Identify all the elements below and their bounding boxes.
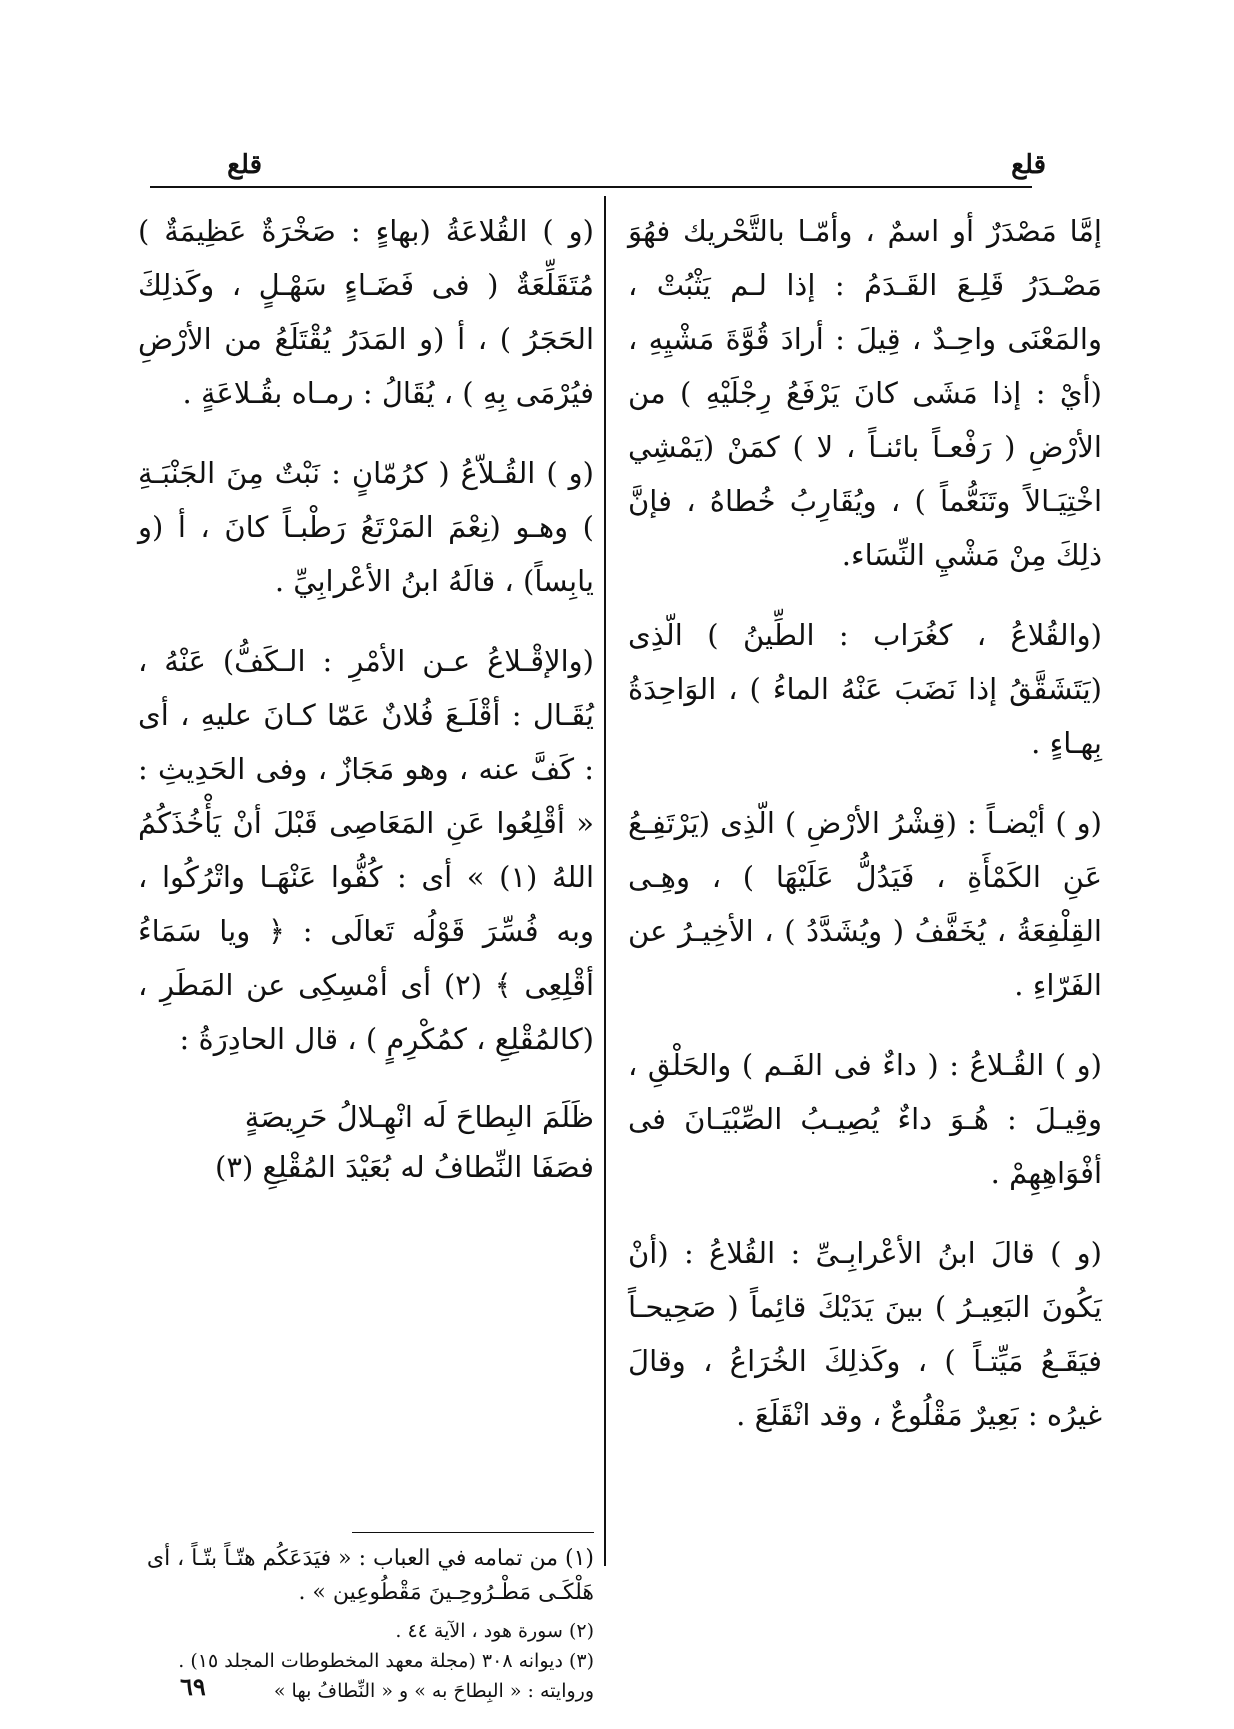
header-rule <box>150 186 1032 188</box>
paragraph: (و ) القُـلاّعُ ( كرُمّانٍ : نَبْتٌ مِنَ الجَنْبَـةِ ) وهـو (نِعْمَ المَرْتَعُ رَطْبـاً كانَ ، أ (و يابِساً) ، قالَهُ ابنُ الأعْرابِيِّ . <box>138 456 594 598</box>
page-number: ٦٩ <box>180 1672 206 1701</box>
footnote-rule <box>352 1532 594 1533</box>
paragraph: (والقُلاعُ ، كغُرَاب : الطِّينُ ) الّذِى (يَتَشَقَّقُ إذا نَضَبَ عَنْهُ الماءُ ) ، الوَاحِدَةُ بِهـاءٍ . <box>628 618 1102 760</box>
paragraph: إمَّا مَصْدَرٌ أو اسمٌ ، وأمّـا بالتَّحْريك فهُوَ مَصْـدَرُ قَلِـعَ القَـدَمُ : إذا لـم يَثْبُتْ ، والمَعْنَى واحِـدٌ ، قِيلَ : أرادَ قُوَّةَ مَشْيِهِ ، (أيْ : إذا مَشَى كانَ يَرْفَعُ رِجْلَيْهِ ) من الأرْضِ ( رَفْعـاً بائنـاً ، لا ) كمَنْ (يَمْشِي اخْتِيَـالاً وتَنَعُّماً ) ، ويُقَارِبُ خُطاهُ ، فإنَّ ذلِكَ مِنْ مَشْيِ النِّسَاء. <box>628 214 1102 572</box>
paragraph: (والإقْـلاعُ عـن الأمْرِ : الـكَفُّ) عَنْهُ ، يُقَـال : أقْلَـعَ فُلانٌ عَمّا كـانَ عليهِ ، أى : كَفَّ عنه ، وهو مَجَازٌ ، وفى الحَدِيثِ : « أقْلِعُوا عَنِ المَعَاصِى قَبْلَ أنْ يَأْخُذَكُمُ اللهُ (١) » أى : كُفُّوا عَنْهَـا واتْرُكُوا ، وبه فُسِّرَ قَوْلُه تَعالَى : ﴿ ويا سَمَاءُ أقْلِعِى ﴾ (٢) أى أمْسِكِى عن المَطَرِ ، (كالمُقْلِعِ ، كمُكْرِمٍ ) ، قال الحادِرَةُ : <box>138 644 594 1056</box>
verse-line: فصَفَا النِّطافُ له بُعَيْدَ المُقْلِعِ (٣) <box>215 1150 594 1184</box>
footnotes <box>138 1542 594 1706</box>
paragraph: (و ) القُـلاعُ : ( داءٌ فى الفَـم ) والحَلْقِ ، وقِيـلَ : هُـوَ داءٌ يُصِيـبُ الصِّبْيَـانَ فى أفْوَاهِهِمْ . <box>628 1048 1102 1190</box>
footnote-1: (١) من تمامه في العباب : « فيَدَعَكُم هتّـاً بتّـاً ، أى هَلْكَـى مَطْـرُوحِـينَ مَقْطُوعِين » . <box>146 1546 594 1605</box>
footnote-2: (٢) سورة هود ، الآية ٤٤ . <box>395 1620 594 1642</box>
left-column <box>138 204 594 1192</box>
column-divider <box>604 196 606 1566</box>
paragraph: (و ) أيْضـاً : (قِشْرُ الأرْضِ ) الّذِى (يَرْتَفِـعُ عَنِ الكَمْأَةِ ، فَيَدُلُّ عَلَيْهَا ) ، وهِـى القِلْفِعَةُ ، يُخَفَّفُ ( ويُشَدَّدُ ) ، الأخِيـرُ عن الفَرّاءِ . <box>628 806 1102 1002</box>
footnote-3-continuation: وروايته : « البِطاحَ به » و « النِّطافُ بها » <box>273 1680 594 1702</box>
running-head-right: قلع <box>1011 150 1046 180</box>
verse-line: ظَلَمَ البِطاحَ لَه انْهِـلالُ حَرِيصَةٍ <box>244 1100 594 1134</box>
paragraph: (و ) القُلاعَةُ (بهاءٍ : صَخْرَةٌ عَظِيمَةٌ ) مُتَقَلِّعَةٌ ( فى فَضَـاءٍ سَهْـلٍ ، وكَذلِكَ الحَجَرُ ) ، أ (و المَدَرُ يُقْتَلَعُ من الأرْضِ فيُرْمَى بِهِ ) ، يُقَالُ : رمـاه بقُـلاعَةٍ . <box>138 214 594 410</box>
paragraph: (و ) قالَ ابنُ الأعْرابِـىِّ : القُلاعُ : (أنْ يَكُونَ البَعِيـرُ ) بينَ يَدَيْكَ قائِماً ( صَحِيحـاً فيَقَـعُ مَيِّتـاً ) ، وكَذلِكَ الخُرَاعُ ، وقالَ غيرُه : بَعِيرٌ مَقْلُوعٌ ، وقد انْقَلَعَ . <box>628 1236 1102 1432</box>
running-head-left: قلع <box>227 150 262 180</box>
footnote-3: (٣) ديوانه ٣٠٨ (مجلة معهد المخطوطات المجلد ١٥) . <box>178 1650 594 1672</box>
poetry-verse <box>138 1092 594 1192</box>
right-column <box>628 204 1102 1468</box>
